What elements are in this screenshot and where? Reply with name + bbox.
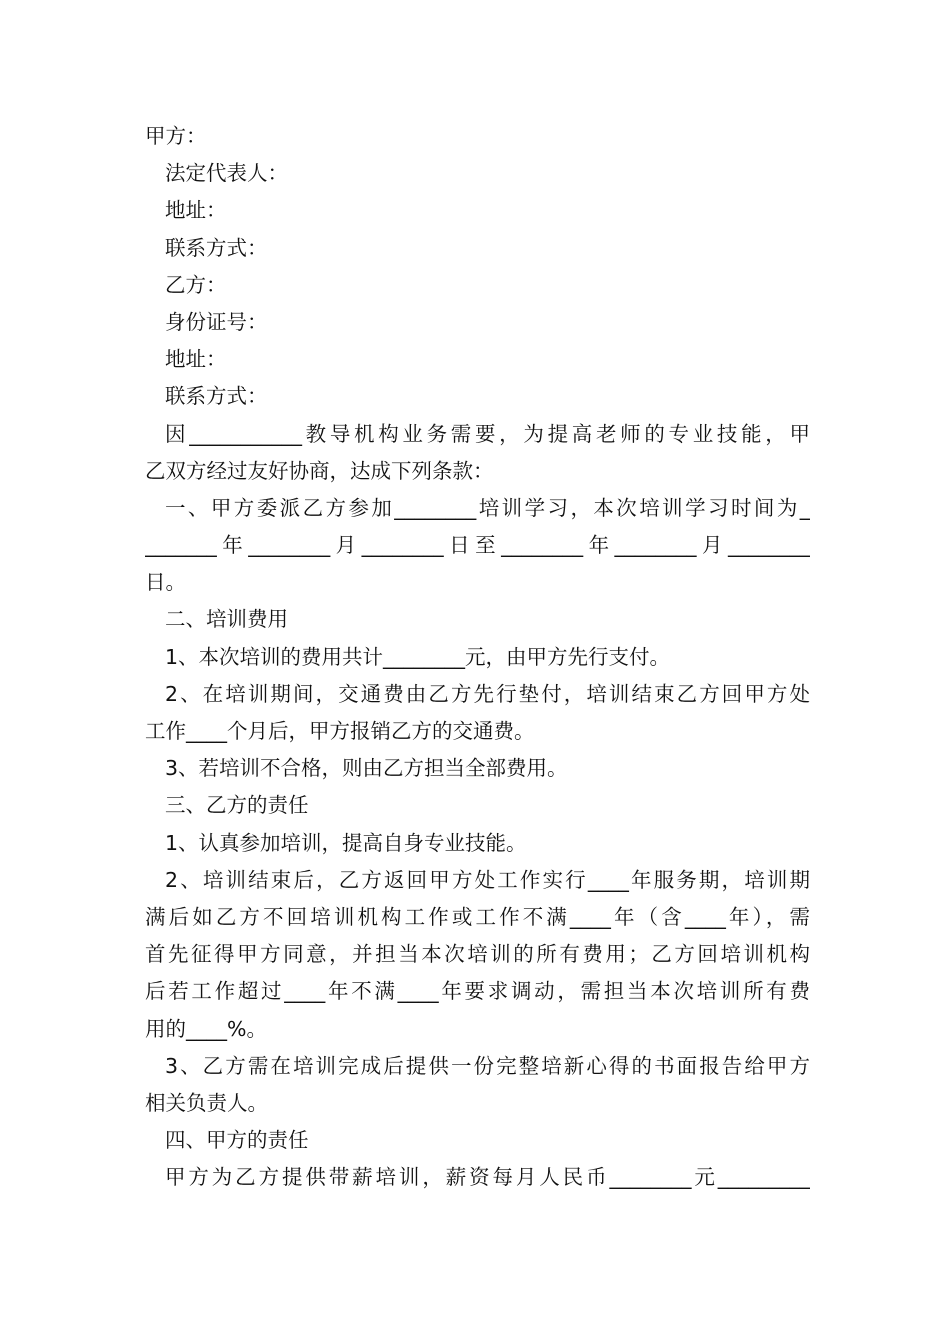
duty-item-line: 相关负责人。 [145, 1090, 268, 1115]
id-number-label: 身份证号： [165, 309, 268, 334]
party-b-label: 乙方： [165, 272, 227, 297]
duty-item-line: 后若工作超过____年不满____年要求调动，需担当本次培训所有费 [145, 979, 810, 1004]
fee-item-line: 1、本次培训的费用共计________元，由甲方先行支付。 [165, 644, 671, 669]
fee-item-line: 工作____个月后，甲方报销乙方的交通费。 [145, 719, 535, 743]
legal-representative-label: 法定代表人： [165, 161, 288, 186]
party-a-duty-line: 甲方为乙方提供带薪培训，薪资每月人民币________元_________ [165, 1165, 810, 1190]
fee-item-line: 3、若培训不合格，则由乙方担当全部费用。 [165, 756, 568, 781]
section-heading-party-a-duties: 四、甲方的责任 [165, 1128, 309, 1153]
duty-item-line: 3、乙方需在培训完成后提供一份完整培新心得的书面报告给甲方 [165, 1053, 810, 1078]
duty-item-line: 首先征得甲方同意，并担当本次培训的所有费用；乙方回培训机构 [145, 942, 810, 967]
clause-one-line: 日。 [145, 570, 186, 595]
section-heading-party-b-duties: 三、乙方的责任 [165, 793, 309, 818]
party-a-address-label: 地址： [165, 198, 227, 223]
clause-one-line: 一、甲方委派乙方参加________培训学习，本次培训学习时间为_ [165, 495, 810, 520]
party-b-address-label: 地址： [165, 347, 227, 372]
clause-one-line: _______年________月________日至________年________月________ [145, 533, 810, 558]
duty-item-line: 用的____%。 [145, 1016, 267, 1041]
party-b-contact-label: 联系方式： [165, 384, 268, 409]
duty-item-line: 1、认真参加培训，提高自身专业技能。 [165, 830, 527, 855]
party-a-contact-label: 联系方式： [165, 235, 268, 260]
fee-item-line: 2、在培训期间，交通费由乙方先行垫付，培训结束乙方回甲方处 [165, 681, 810, 706]
contract-document [145, 118, 810, 1196]
party-a-label: 甲方： [145, 124, 207, 148]
duty-item-line: 满后如乙方不回培训机构工作或工作不满____年（含____年），需 [145, 904, 810, 929]
preamble-line: 因___________教导机构业务需要，为提高老师的专业技能，甲 [165, 421, 810, 446]
preamble-line: 乙双方经过友好协商，达成下列条款： [145, 458, 494, 483]
duty-item-line: 2、培训结束后，乙方返回甲方处工作实行____年服务期，培训期 [165, 867, 810, 892]
section-heading-training-fees: 二、培训费用 [165, 607, 288, 632]
